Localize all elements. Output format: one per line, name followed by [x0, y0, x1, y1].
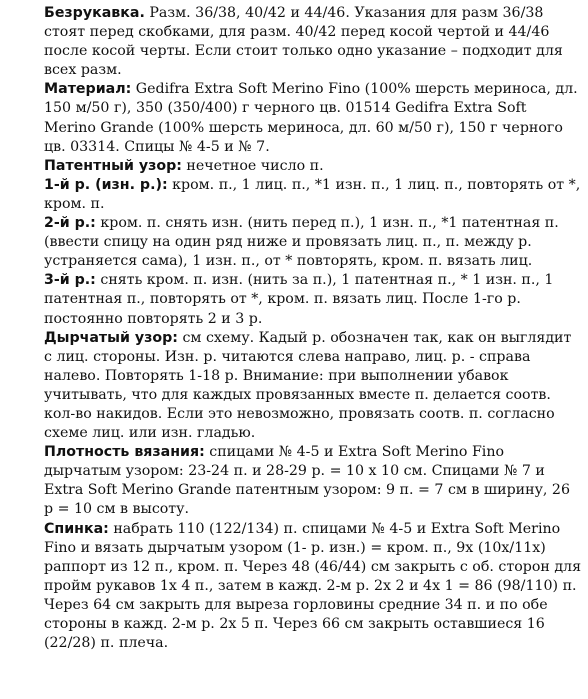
paragraph-lace-pattern	[44, 329, 582, 444]
paragraph-material	[44, 80, 582, 156]
term-back: Спинка:	[44, 520, 109, 537]
text-lace-pattern: см схему. Кадый р. обозначен так, как он выглядит с лиц. стороны. Изн. р. читаются слева направо, лиц. р. - справа налево. Повторять 1-18 р. Внимание: при выполнении убавок учитывать, что для каждых провязанных вместе п. делается соотв. кол-во накидов. Если это невозможно, провязать соотв. п. согласно схеме лиц. или изн. гладью.	[44, 329, 572, 442]
paragraph-patent-pattern	[44, 157, 582, 176]
text-sleeveless-vest: Разм. 36/38, 40/42 и 44/46. Указания для разм 36/38 стоят перед скобками, для разм. 40/42 перед косой чертой и 44/46 после косой черты. Если стоит только одно указание – подходит для всех разм.	[44, 5, 563, 79]
text-material: Gedifra Extra Soft Merino Fino (100% шерсть мериноса, дл. 150 м/50 г), 350 (350/400) г черного цв. 01514 Gedifra Extra Soft Merino Grande (100% шерсть мериноса, дл. 60 м/50 г), 150 г черного цв. 03314. Спицы № 4-5 и № 7.	[44, 81, 578, 155]
paragraph-sleeveless-vest	[44, 4, 582, 80]
term-row-2: 2-й р.:	[44, 215, 96, 232]
text-patent-pattern: нечетное число п.	[181, 157, 324, 174]
term-material: Материал:	[44, 81, 132, 98]
term-sleeveless-vest: Безрукавка.	[44, 5, 145, 21]
paragraph-back	[44, 520, 582, 654]
text-back: набрать 110 (122/134) п. спицами № 4-5 и Extra Soft Merino Fino и вязать дырчатым узором (1- р. изн.) = кром. п., 9х (10х/11х) раппорт из 12 п., кром. п. Через 48 (46/44) см закрыть с об. сторон для пройм рукавов 1х 4 п., затем в кажд. 2-м р. 2х 2 и 4х 1 = 86 (98/110) п. Через 64 см закрыть для выреза горловины средние 34 п. и по обе стороны в кажд. 2-м р. 2х 5 п. Через 66 см закрыть оставшиеся 16 (22/28) п. плеча.	[44, 520, 582, 652]
paragraph-row-1	[44, 176, 582, 214]
text-row-3: снять кром. п. изн. (нить за п.), 1 патентная п., * 1 изн. п., 1 патентная п., повторять от *, кром. п. вязать лиц. После 1-го р. постоянно повторять 2 и 3 р.	[44, 272, 554, 327]
text-row-2: кром. п. снять изн. (нить перед п.), 1 изн. п., *1 патентная п. (ввести спицу на один ряд ниже и провязать лиц. п., п. между р. устраняется сама), 1 изн. п., от * повторять, кром. п. вязать лиц.	[44, 215, 559, 270]
term-row-3: 3-й р.:	[44, 272, 96, 289]
term-patent-pattern: Патентный узор:	[44, 157, 182, 174]
text-gauge: спицами № 4-5 и Extra Soft Merino Fino дырчатым узором: 23-24 п. и 28-29 р. = 10 х 10 см. Спицами № 7 и Extra Soft Merino Grande патентным узором: 9 п. = 7 см в ширину, 26 р = 10 см в высоту.	[44, 444, 570, 518]
term-gauge: Плотность вязания:	[44, 444, 205, 461]
paragraph-row-2	[44, 214, 582, 271]
text-row-1: кром. п., 1 лиц. п., *1 изн. п., 1 лиц. п., повторять от *, кром. п.	[44, 176, 581, 212]
term-lace-pattern: Дырчатый узор:	[44, 329, 178, 346]
term-row-1: 1-й р. (изн. р.):	[44, 176, 168, 193]
paragraph-gauge	[44, 443, 582, 519]
paragraph-row-3	[44, 271, 582, 328]
